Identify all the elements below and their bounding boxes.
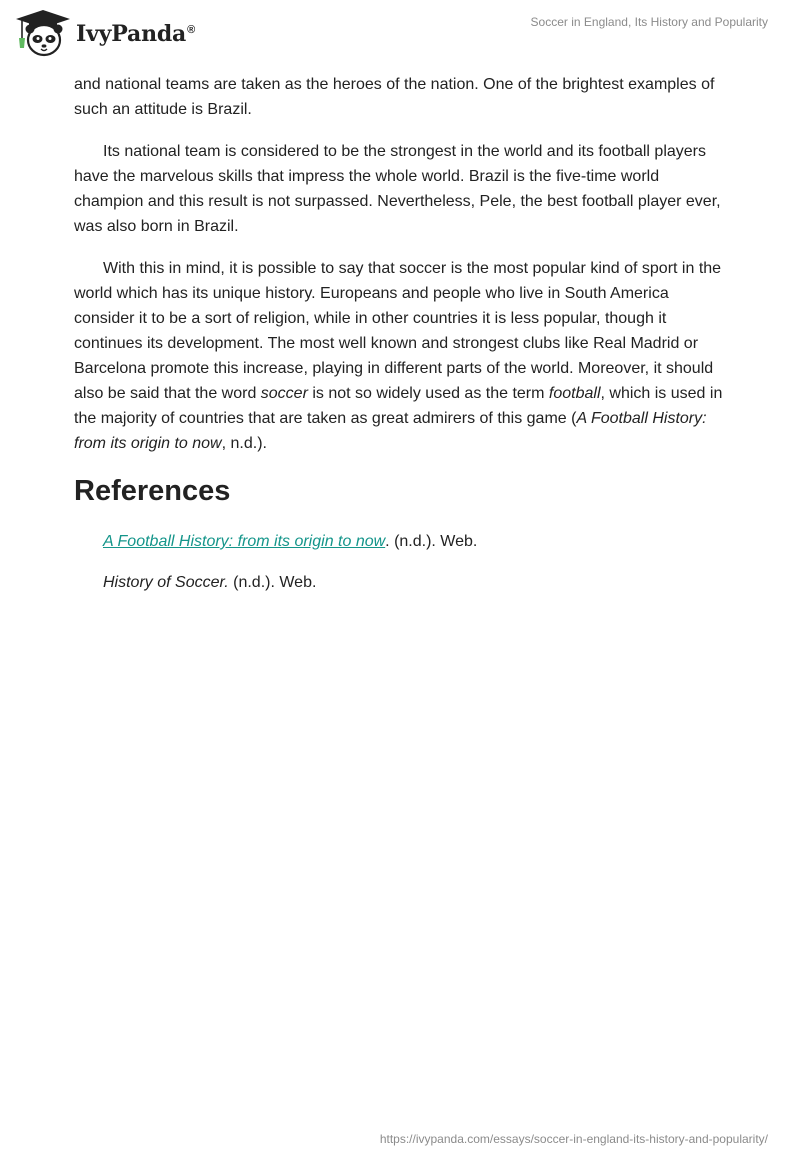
footer-source-url: https://ivypanda.com/essays/soccer-in-england-its-history-and-popularity/	[379, 1132, 768, 1146]
citation-title: A Football History: from its origin to now	[74, 410, 707, 452]
paragraph-continuation: and national teams are taken as the heroes of the nation. One of the brightest examples of such an attitude is Brazil.	[74, 76, 715, 118]
logo-wordmark: IvyPanda®	[76, 21, 196, 47]
paragraph-brazil: Its national team is considered to be the strongest in the world and its football players have the marvelous skills that impress the whole world. Brazil is the five-time world champion and this result is not surpassed. Nevertheless, Pele, the best football player ever, was also born in Brazil.	[74, 143, 721, 235]
reference-title: History of Soccer.	[103, 574, 229, 591]
essay-content	[74, 72, 730, 611]
reference-item: History of Soccer. (n.d.). Web.	[103, 574, 317, 591]
paragraph-conclusion: With this in mind, it is possible to say that soccer is the most popular kind of sport in the world which has its unique history. Europeans and people who live in South America consider it to be a sort of religion, while in other countries it is less popular, though it continues its development. The most well known and strongest clubs like Real Madrid or Barcelona promote this increase, playing in different parts of the world. Moreover, it should also be said that the word soccer is not so widely used as the term football, which is used in the majority of countries that are taken as great admirers of this game (A Football History: from its origin to now, n.d.).	[74, 260, 723, 452]
term-soccer: soccer	[260, 385, 308, 402]
reference-item: A Football History: from its origin to now. (n.d.). Web.	[103, 533, 478, 550]
panda-graduate-icon	[14, 8, 72, 58]
header-document-title: Soccer in England, Its History and Popularity	[530, 15, 768, 29]
page-header	[0, 0, 800, 70]
term-football: football	[548, 385, 601, 402]
reference-link[interactable]: A Football History: from its origin to now	[103, 533, 386, 550]
ivypanda-logo[interactable]	[14, 8, 195, 58]
references-heading: References	[74, 475, 231, 507]
